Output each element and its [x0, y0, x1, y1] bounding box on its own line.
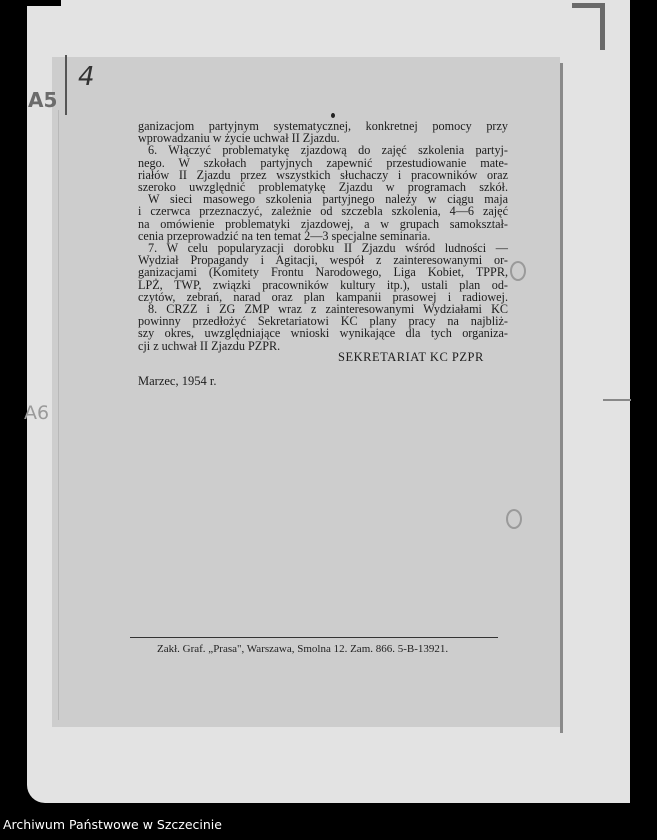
handwritten-page-number: 4 [78, 62, 95, 92]
printer-rule [130, 637, 498, 638]
frame-label-a6: A6 [24, 402, 50, 424]
text-line: 6. Włączyć problematykę zjazdową do zajęć szkolenia partyj- [148, 143, 508, 158]
text-line: cenia przeprowadzić na ten temat 2—3 specjalne seminaria. [138, 228, 431, 243]
margin-line [65, 55, 67, 115]
ink-dot [331, 113, 335, 118]
frame-tick-mark [603, 399, 631, 401]
punch-hole [510, 261, 526, 281]
archive-credit: Archiwum Państwowe w Szczecinie [3, 817, 222, 832]
paragraph-6 [138, 144, 508, 193]
text-line: W sieci masowego szkolenia partyjnego należy w ciągu maja [148, 192, 508, 207]
text-line: na omówienie problematyki zjazdowej, a w grupach samokształ- [138, 216, 508, 231]
document-body [138, 120, 508, 352]
frame-label-a5: A5 [28, 88, 58, 112]
text-line: wprowadzaniu w życie uchwał II Zjazdu. [138, 131, 340, 146]
text-line: 7. W celu popularyzacji dorobku II Zjazdu wśród ludności — [148, 241, 508, 256]
text-line: szy okres, uwzględniające wnioski wynikające dla tych organiza- [138, 326, 508, 341]
punch-hole [506, 509, 522, 529]
document-date: Marzec, 1954 r. [138, 374, 217, 388]
text-line: czytów, zebrań, narad oraz plan kampanii prasowej i radiowej. [138, 289, 508, 304]
text-line: Wydział Propagandy i Agitacji, wespół z zainteresowanymi or- [138, 253, 508, 268]
text-line: cji z uchwał II Zjazdu PZPR. [138, 338, 281, 353]
text-line: szeroko uwzględnić problematykę Zjazdu w programach szkół. [138, 180, 508, 195]
paragraph-8 [138, 303, 508, 352]
text-line: i czerwca przeznaczyć, zależnie od szczebla szkolenia, 4—6 zajęć [138, 204, 508, 219]
signature: SEKRETARIAT KC PZPR [338, 350, 484, 364]
paragraph-6b [138, 193, 508, 242]
text-line: ganizacjom partyjnym systematycznej, konkretnej pomocy przy [138, 119, 508, 133]
text-line: nego. W szkołach partyjnych zapewnić przestudiowanie mate- [138, 155, 508, 170]
text-line: 8. CRZZ i ZG ZMP wraz z zainteresowanymi Wydziałami KC [148, 302, 508, 317]
paragraph-7 [138, 242, 508, 303]
text-line: LPŻ, TWP, związki pracowników kultury itp.), ustali plan od- [138, 277, 508, 292]
film-edge [27, 0, 61, 6]
printer-imprint: Zakł. Graf. „Prasa", Warszawa, Smolna 12. Zam. 866. 5-B-13921. [157, 643, 449, 655]
page-edge-line [560, 63, 563, 733]
paragraph [138, 120, 508, 144]
text-line: powinny przedłożyć Sekretariatowi KC plany pracy na najbliż- [138, 314, 508, 329]
text-line: riałów II Zjazdu przez wszystkich słuchaczy i pracowników oraz [138, 167, 508, 182]
text-line: ganizacjami (Komitety Frontu Narodowego, Liga Kobiet, TPPR, [138, 265, 508, 280]
margin-line-faint [58, 110, 59, 720]
corner-crop-mark [572, 3, 605, 50]
